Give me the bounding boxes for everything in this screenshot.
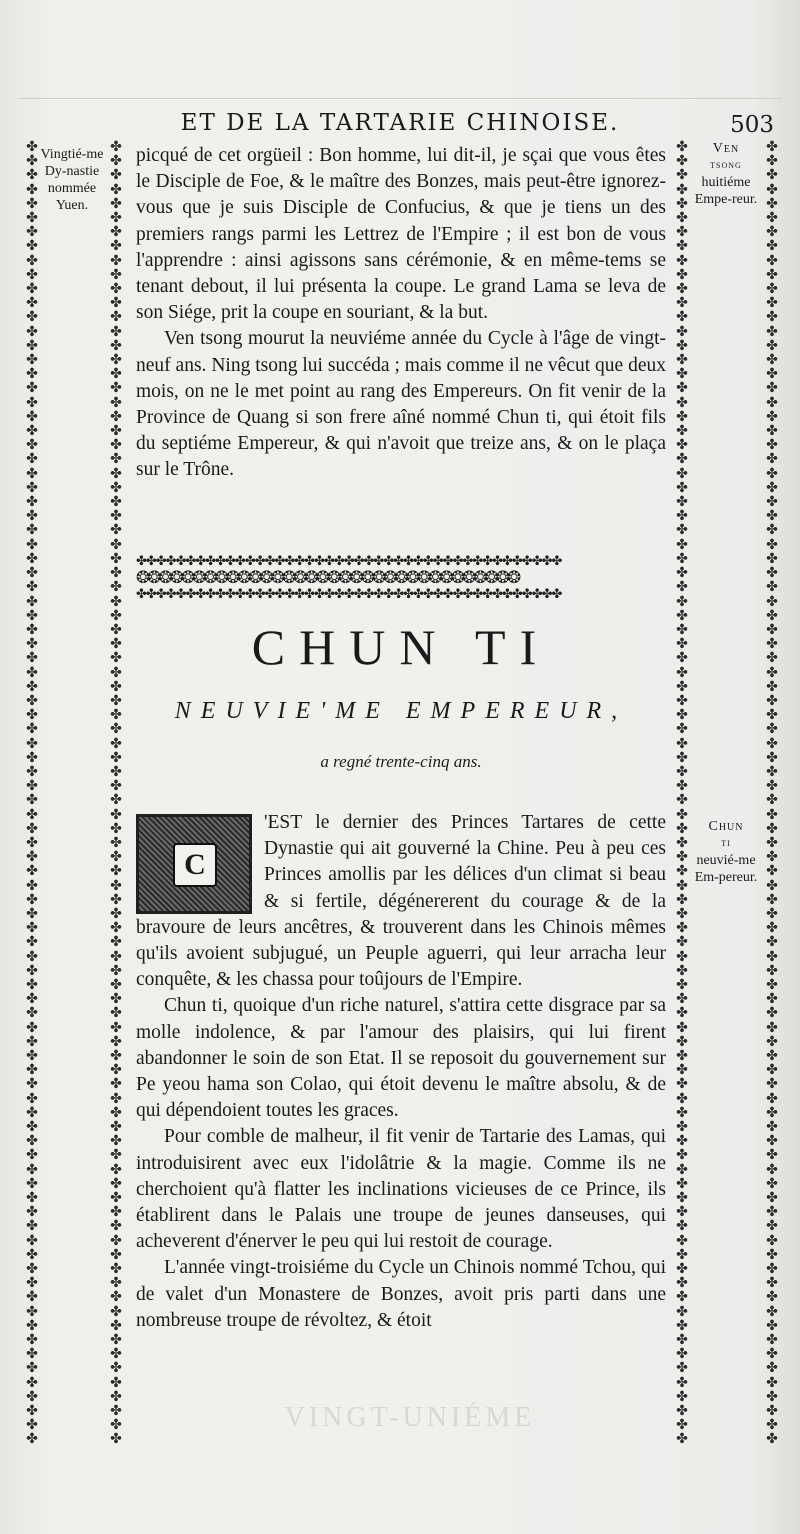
show-through-text: VINGT-UNIÉME [284, 1402, 536, 1433]
drop-cap-ornament [136, 814, 252, 914]
body-text-bottom [136, 810, 666, 1334]
paragraph: Pour comble de malheur, il fit venir de Tartarie des Lamas, qui introduisirent avec eux l'idolâtrie & la magie. Comme ils ne cherchoient qu'à flatter les inclinations vicieuses de ce Prince, ils établirent dans le Palais une troupe de jeunes danseuses, qui acheverent d'énerver le peu qui lui restoit de courage. [136, 1126, 666, 1253]
margin-note-chun-sub: ti [721, 837, 731, 849]
ornament-band [136, 555, 666, 607]
chapter-subtitle: NEUVIE'ME EMPEREUR, [174, 698, 628, 724]
paragraph: picqué de cet orgüeil : Bon homme, lui dit-il, je sçai que vous êtes le Disciple de Foe, & le maître des Bonzes, mais peut-être ignorez-vous que je suis Disciple de Confucius, & que je tiens un des premiers rangs parmi les Lettrez de l'Empire ; il est bon de vous l'apprendre : ainsi agissons sans cérémonie, & en même-tems se tenant debout, il lui présenta la coupe. Le grand Lama se leva de son Siége, prit la coupe en souriant, & la but. [136, 145, 666, 324]
margin-note-ven-name: Ven [712, 141, 740, 156]
margin-note-ven-rest: huitiéme Empe-reur. [694, 175, 758, 207]
margin-note-chun-rest: neuvié-me Em-pereur. [694, 853, 758, 885]
paragraph: Ven tsong mourut la neuviéme année du Cycle à l'âge de vingt-neuf ans. Ning tsong lui succéda ; mais comme il ne vêcut que deux mois, on ne le met point au rang des Empereurs. On fit venir de la Province de Quang si son frere aîné nommé Chun ti, qui étoit fils du septiéme Empereur, & qui n'avoit que treize ans, & on le plaça sur le Trône. [136, 328, 666, 481]
ornament-border-right-inner: ✤ ✤ ✤ ✤ ✤ ✤ ✤ ✤ ✤ ✤ ✤ ✤ ✤ ✤ ✤ ✤ ✤ ✤ ✤ ✤ ✤ ✤ ✤ ✤ ✤ ✤ ✤ ✤ ✤ ✤ ✤ ✤ ✤ ✤ ✤ ✤ ✤ ✤ ✤ ✤ ✤ ✤ ✤ ✤ ✤ ✤ ✤ ✤ ✤ ✤ ✤ ✤ ✤ ✤ ✤ ✤ ✤ ✤ ✤ ✤ ✤ ✤ ✤ ✤ ✤ ✤ ✤ ✤ ✤ ✤ ✤ ✤ ✤ ✤ ✤ ✤ ✤ ✤ ✤ ✤ ✤ ✤ ✤ ✤ ✤ ✤ ✤ ✤ ✤ ✤ ✤ ✤ [676, 139, 688, 1448]
page-number: 503 [730, 112, 774, 138]
running-head: ET DE LA TARTARIE CHINOISE. [180, 110, 620, 136]
paragraph: 'EST le dernier des Princes Tartares de cette Dynastie qui ait gouverné la Chine. Peu à peu ces Princes amollis par les délices d'un climat si beau & si fertile, dégénererent du courage & de la bravoure de leurs ancêtres, & trouverent dans les Chinois mêmes qu'ils avoient subjugué, un Peuple aguerri, qui leur arracha leur conquête, & les chassa pour toûjours de l'Empire. [136, 812, 666, 991]
ornament-row-middle: ❂❂❂❂❂❂❂❂❂❂❂❂❂❂❂❂❂❂❂❂❂❂❂❂❂❂❂❂❂❂❂❂❂❂ [136, 568, 519, 588]
ornament-border-right-outer: ✤ ✤ ✤ ✤ ✤ ✤ ✤ ✤ ✤ ✤ ✤ ✤ ✤ ✤ ✤ ✤ ✤ ✤ ✤ ✤ ✤ ✤ ✤ ✤ ✤ ✤ ✤ ✤ ✤ ✤ ✤ ✤ ✤ ✤ ✤ ✤ ✤ ✤ ✤ ✤ ✤ ✤ ✤ ✤ ✤ ✤ ✤ ✤ ✤ ✤ ✤ ✤ ✤ ✤ ✤ ✤ ✤ ✤ ✤ ✤ ✤ ✤ ✤ ✤ ✤ ✤ ✤ ✤ ✤ ✤ ✤ ✤ ✤ ✤ ✤ ✤ ✤ ✤ ✤ ✤ ✤ ✤ ✤ ✤ ✤ ✤ ✤ ✤ ✤ ✤ ✤ ✤ [766, 139, 778, 1448]
chapter-title: CHUN TI [251, 619, 551, 675]
paragraph: Chun ti, quoique d'un riche naturel, s'attira cette disgrace par sa molle indolence, & par l'amour des plaisirs, qui lui firent abandonner le soin de son Etat. Il se reposoit du gouvernement sur Pe yeou hama son Colao, qui étoit devenu le maître absolu, & de qui dépendoient toutes les graces. [136, 995, 666, 1122]
drop-cap-letter: C [173, 843, 217, 887]
ornament-row-top: ✤✤✤✤✤✤✤✤✤✤✤✤✤✤✤✤✤✤✤✤✤✤✤✤✤✤✤✤✤✤✤✤✤✤✤✤✤✤✤✤✤✤✤ [136, 554, 562, 569]
paragraph: L'année vingt-troisiéme du Cycle un Chinois nommé Tchou, qui de valet d'un Monastere de Bonzes, avoit pris parti dans une nombreuse troupe de révoltez, & étoit [136, 1257, 666, 1331]
ornament-border-left-inner: ✤ ✤ ✤ ✤ ✤ ✤ ✤ ✤ ✤ ✤ ✤ ✤ ✤ ✤ ✤ ✤ ✤ ✤ ✤ ✤ ✤ ✤ ✤ ✤ ✤ ✤ ✤ ✤ ✤ ✤ ✤ ✤ ✤ ✤ ✤ ✤ ✤ ✤ ✤ ✤ ✤ ✤ ✤ ✤ ✤ ✤ ✤ ✤ ✤ ✤ ✤ ✤ ✤ ✤ ✤ ✤ ✤ ✤ ✤ ✤ ✤ ✤ ✤ ✤ ✤ ✤ ✤ ✤ ✤ ✤ ✤ ✤ ✤ ✤ ✤ ✤ ✤ ✤ ✤ ✤ ✤ ✤ ✤ ✤ ✤ ✤ ✤ ✤ ✤ ✤ ✤ ✤ [110, 139, 122, 1448]
margin-note-dynasty: Vingtié-me Dy-nastie nommée Yuen. [40, 147, 104, 213]
margin-note-ven-sub: tsong [710, 159, 742, 171]
margin-note-chun-ti [688, 818, 764, 886]
ornament-border-left-outer: ✤ ✤ ✤ ✤ ✤ ✤ ✤ ✤ ✤ ✤ ✤ ✤ ✤ ✤ ✤ ✤ ✤ ✤ ✤ ✤ ✤ ✤ ✤ ✤ ✤ ✤ ✤ ✤ ✤ ✤ ✤ ✤ ✤ ✤ ✤ ✤ ✤ ✤ ✤ ✤ ✤ ✤ ✤ ✤ ✤ ✤ ✤ ✤ ✤ ✤ ✤ ✤ ✤ ✤ ✤ ✤ ✤ ✤ ✤ ✤ ✤ ✤ ✤ ✤ ✤ ✤ ✤ ✤ ✤ ✤ ✤ ✤ ✤ ✤ ✤ ✤ ✤ ✤ ✤ ✤ ✤ ✤ ✤ ✤ ✤ ✤ ✤ ✤ ✤ ✤ ✤ ✤ [26, 139, 38, 1448]
body-text-top [136, 143, 666, 484]
margin-note-chun-name: Chun [708, 819, 744, 834]
margin-note-ven-tsong [688, 140, 764, 208]
chapter-reign: a regné trente-cinq ans. [320, 752, 482, 771]
header-rule [18, 98, 782, 99]
ornament-row-bottom: ✤✤✤✤✤✤✤✤✤✤✤✤✤✤✤✤✤✤✤✤✤✤✤✤✤✤✤✤✤✤✤✤✤✤✤✤✤✤✤✤✤✤✤ [136, 587, 562, 602]
